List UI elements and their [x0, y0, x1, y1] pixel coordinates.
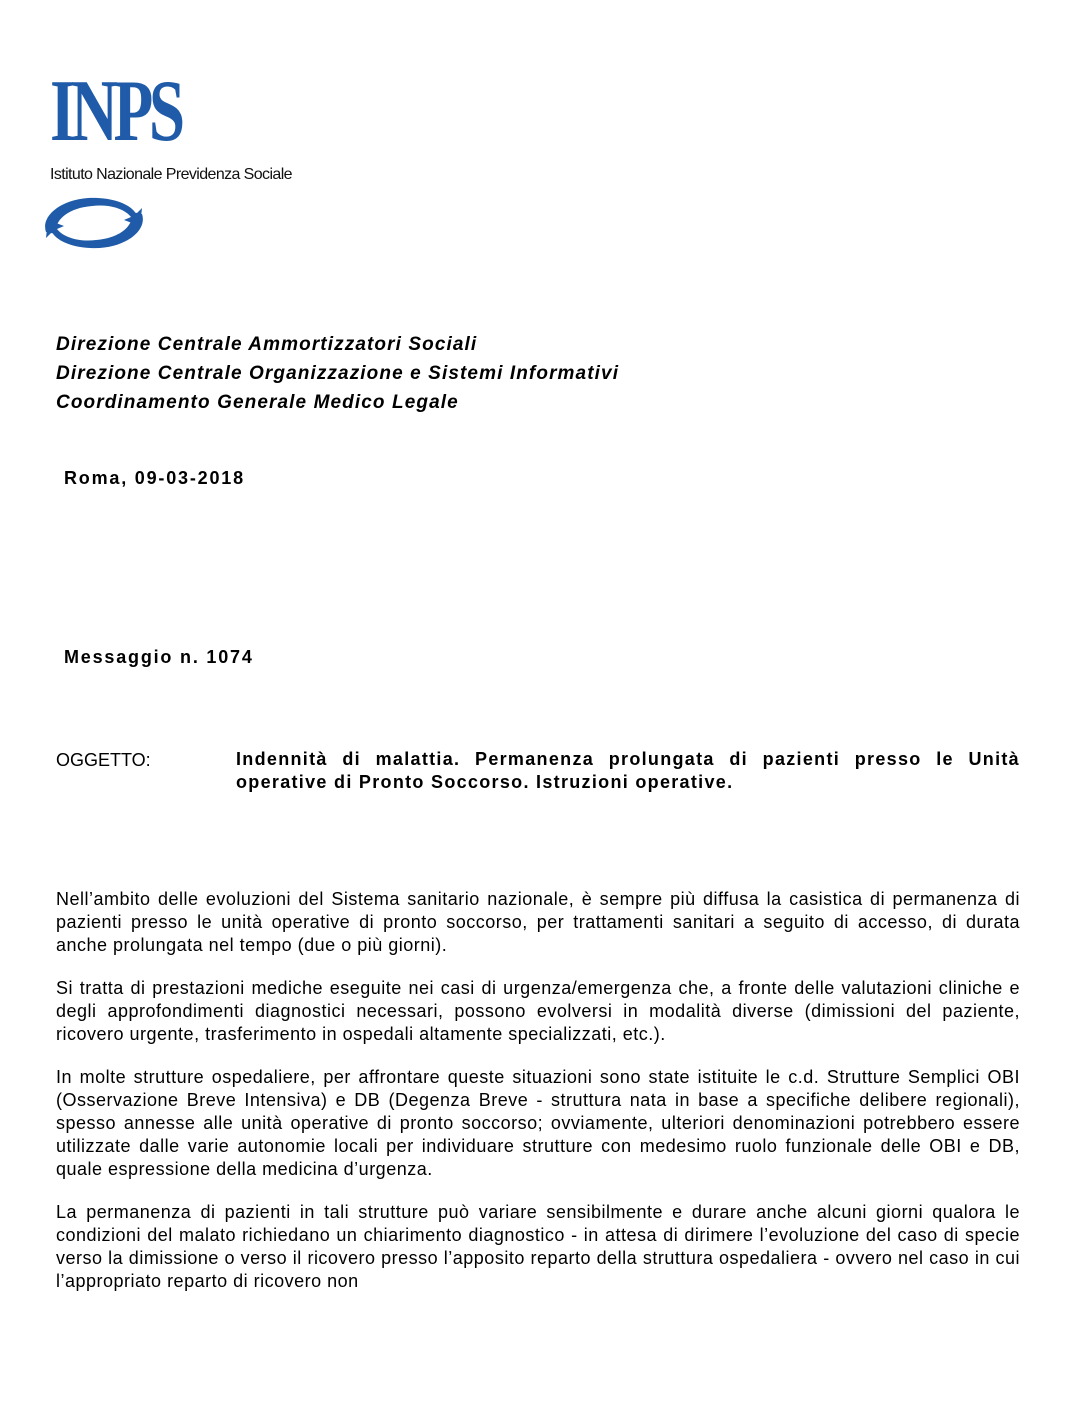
- date-line: Roma, 09-03-2018: [64, 468, 245, 488]
- body-paragraph: In molte strutture ospedaliere, per affrontare queste situazioni sono state istituite le c.d. Strutture Semplici OBI (Osservazione Breve Intensiva) e DB (Degenza Breve - struttura nata in base a specifiche delibere regionali), spesso annesse alle unità operative di pronto soccorso; ovviamente, ulteriori denominazioni potrebbero essere utilizzate dalle varie autonomie locali per individuare strutture con medesimo ruolo funzionale delle OBI e DB, quale espressione della medicina d’urgenza.: [56, 1067, 1020, 1179]
- inps-logo: [38, 63, 338, 184]
- message-number: Messaggio n. 1074: [64, 647, 254, 667]
- logo-subtitle: Istituto Nazionale Previdenza Sociale: [50, 166, 292, 183]
- body-paragraph: La permanenza di pazienti in tali strutture può variare sensibilmente e durare anche alcuni giorni qualora le condizioni del malato richiedano un chiarimento diagnostico - in attesa di dirimere l’evoluzione del caso di specie verso la dimissione o verso il ricovero presso l’apposito reparto della struttura ospedaliera - ovvero nel caso in cui l’appropriato reparto di ricovero non: [56, 1202, 1020, 1291]
- directorate-line: Direzione Centrale Organizzazione e Sistemi Informativi: [56, 363, 620, 384]
- circular-arrows-icon: [38, 192, 150, 259]
- directorate-line: Coordinamento Generale Medico Legale: [56, 392, 459, 413]
- document-body: [56, 888, 1020, 1313]
- subject-label: OGGETTO:: [56, 750, 151, 770]
- body-paragraph: Si tratta di prestazioni mediche eseguite nei casi di urgenza/emergenza che, a fronte delle valutazioni cliniche e degli approfondimenti diagnostici necessari, possono evolversi in modalità diverse (dimissioni del paziente, ricovero urgente, trasferimento in ospedali altamente specializzati, etc.).: [56, 978, 1020, 1044]
- directorate-line: Direzione Centrale Ammortizzatori Sociali: [56, 334, 478, 355]
- logo-wordmark: INPS: [50, 63, 181, 160]
- subject-text: Indennità di malattia. Permanenza prolungata di pazienti presso le Unità operative di Pronto Soccorso. Istruzioni operative.: [236, 749, 1020, 792]
- directorates-block: [56, 330, 619, 417]
- body-paragraph: Nell’ambito delle evoluzioni del Sistema sanitario nazionale, è sempre più diffusa la casistica di permanenza di pazienti presso le unità operative di pronto soccorso, per trattamenti sanitari a seguito di accesso, di durata anche prolungata nel tempo (due o più giorni).: [56, 889, 1020, 955]
